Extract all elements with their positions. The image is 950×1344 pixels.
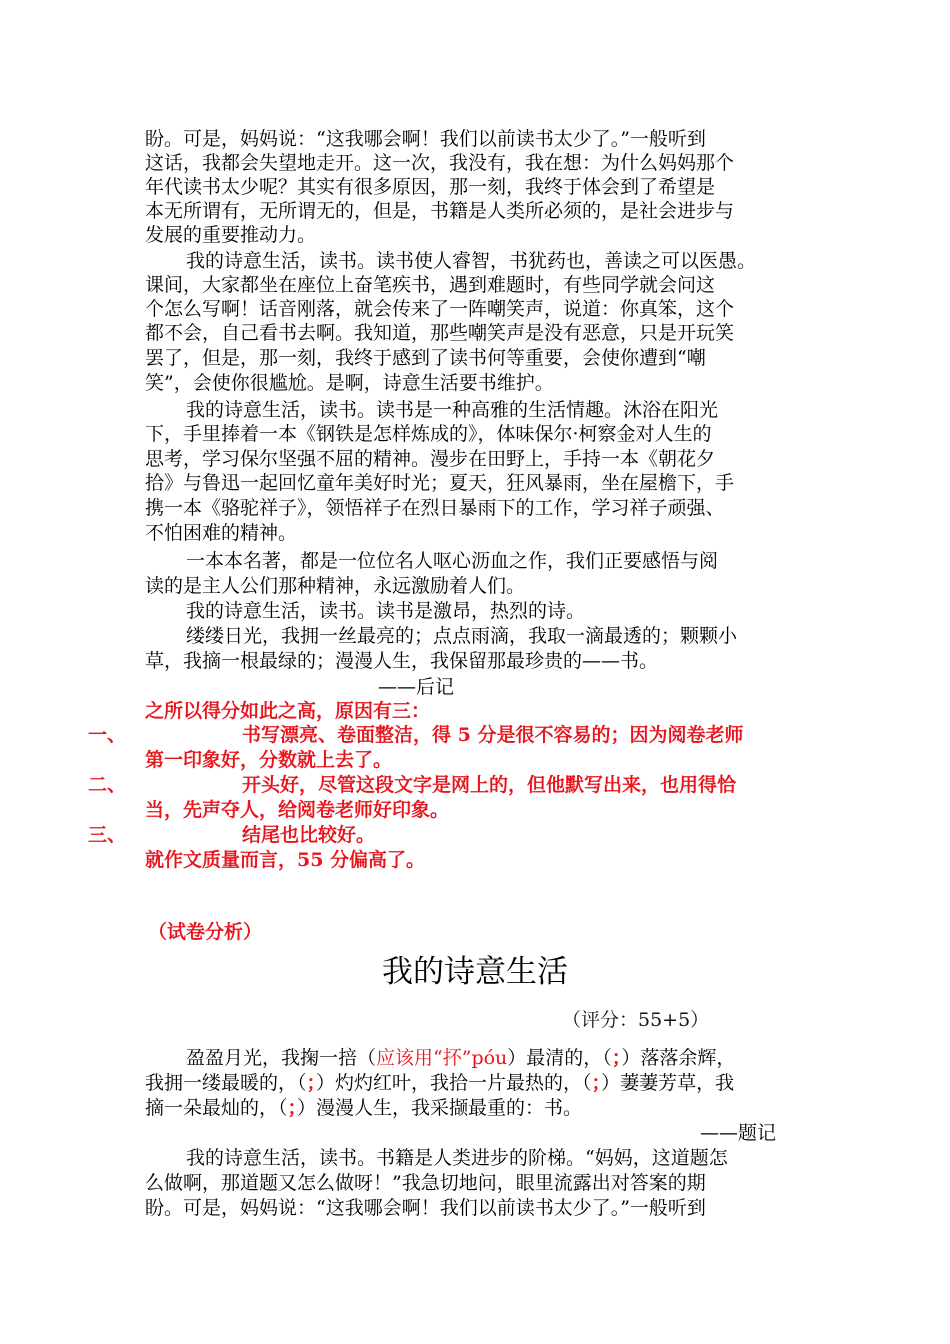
essay-line xyxy=(145,1071,734,1096)
text-line: 个怎么写啊！话音刚落，就会传来了一阵嘲笑声，说道：你真笨，这个 xyxy=(145,298,735,320)
text-line: 年代读书太少呢？其实有很多原因，那一刻，我终于体会到了希望是 xyxy=(145,176,716,198)
text-line: 我的诗意生活，读书。读书是一种高雅的生活情趣。沐浴在阳光 xyxy=(186,399,719,421)
essay-title: 我的诗意生活 xyxy=(382,954,568,990)
text-line: 我的诗意生活，读书。读书使人睿智，书犹药也，善读之可以医愚。 xyxy=(186,250,757,272)
essay-line: 么做啊，那道题又怎么做呀！”我急切地问，眼里流露出对答案的期 xyxy=(145,1172,706,1194)
text-line: 草，我摘一根最绿的；漫漫人生，我保留那最珍贵的——书。 xyxy=(145,650,659,672)
text-line: 一本本名著，都是一位位名人呕心沥血之作，我们正要感悟与阅 xyxy=(186,550,719,572)
correction-mark: ； xyxy=(306,1072,317,1094)
text-line: 我的诗意生活，读书。读书是激昂，热烈的诗。 xyxy=(186,600,586,622)
text-line: 不怕困难的精神。 xyxy=(145,522,298,544)
comment-conclusion: 就作文质量而言，55 分偏高了。 xyxy=(145,849,426,871)
text-line: 发展的重要推动力。 xyxy=(145,224,317,246)
text-line: 盼。可是，妈妈说：“这我哪会啊！我们以前读书太少了。”一般听到 xyxy=(145,128,706,150)
text-line: 下，手里捧着一本《钢铁是怎样炼成的》，体味保尔·柯察金对人生的 xyxy=(145,423,712,445)
comment-text: 第一印象好，分数就上去了。 xyxy=(145,749,393,771)
comment-text: 结尾也比较好。 xyxy=(242,824,376,846)
comment-text: 开头好，尽管这段文字是网上的，但他默写出来，也用得恰 xyxy=(242,774,737,796)
essay-line xyxy=(145,1096,582,1121)
text-line: 罢了，但是，那一刻，我终于感到了读书何等重要，会使你遭到“嘲 xyxy=(145,347,706,369)
correction-mark: ； xyxy=(591,1072,602,1094)
text-line: 思考，学习保尔坚强不屈的精神。漫步在田野上，手持一本《朝花夕 xyxy=(145,448,716,470)
essay-text: ）最清的，（ xyxy=(507,1047,612,1069)
analysis-label: （试卷分析） xyxy=(148,921,263,943)
essay-line: 盼。可是，妈妈说：“这我哪会啊！我们以前读书太少了。”一般听到 xyxy=(145,1197,706,1219)
essay-text: 盈盈月光，我掬一掊（ xyxy=(186,1047,377,1069)
text-line: 读的是主人公们那种精神，永远激励着人们。 xyxy=(145,575,526,597)
text-line: 拾》与鲁迅一起回忆童年美好时光；夏天，狂风暴雨，坐在屋檐下，手 xyxy=(145,472,735,494)
correction-note: 应该用“抔”póu xyxy=(376,1047,508,1069)
essay-text: 摘一朵最灿的，（ xyxy=(145,1097,288,1119)
correction-mark: ； xyxy=(611,1047,622,1069)
essay-text: ）萋萋芳草，我 xyxy=(601,1072,735,1094)
comment-text: 书写漂亮、卷面整洁，得 5 分是很不容易的；因为阅卷老师 xyxy=(242,724,744,746)
text-line: 课间，大家都坐在座位上奋笔疾书，遇到难题时，有些同学就会问这 xyxy=(145,274,716,296)
essay-text: ）漫漫人生，我采撷最重的：书。 xyxy=(297,1097,583,1119)
comment-number: 三、 xyxy=(88,824,127,846)
correction-mark: ； xyxy=(287,1097,298,1119)
text-line: 都不会，自己看书去啊。我知道，那些嘲笑声是没有恶意，只是开玩笑 xyxy=(145,322,735,344)
score-text: （评分：55+5） xyxy=(562,1009,710,1031)
text-line: 本无所谓有，无所谓无的，但是，书籍是人类所必须的，是社会进步与 xyxy=(145,200,735,222)
comment-number: 二、 xyxy=(88,774,127,796)
essay-text: ）落落余辉， xyxy=(621,1047,736,1069)
comment-text: 当，先声夺人，给阅卷老师好印象。 xyxy=(145,799,450,821)
text-line: 这话，我都会失望地走开。这一次，我没有，我在想：为什么妈妈那个 xyxy=(145,152,735,174)
essay-text: ）灼灼红叶，我拾一片最热的，（ xyxy=(316,1072,592,1094)
comment-number: 一、 xyxy=(88,724,127,746)
text-line: 携一本《骆驼祥子》，领悟祥子在烈日暴雨下的工作，学习祥子顽强、 xyxy=(145,497,725,519)
essay-line xyxy=(186,1046,735,1071)
essay-line: 我的诗意生活，读书。书籍是人类进步的阶梯。“妈妈，这道题怎 xyxy=(186,1147,728,1169)
postscript: ——后记 xyxy=(378,676,455,698)
essay-text: 我拥一缕最暖的，（ xyxy=(145,1072,307,1094)
text-line: 笑”，会使你很尴尬。是啊，诗意生活要书维护。 xyxy=(145,372,554,394)
comment-intro: 之所以得分如此之高，原因有三： xyxy=(145,700,431,722)
text-line: 缕缕日光，我拥一丝最亮的；点点雨滴，我取一滴最透的；颗颗小 xyxy=(186,625,738,647)
inscription: ——题记 xyxy=(700,1122,777,1144)
